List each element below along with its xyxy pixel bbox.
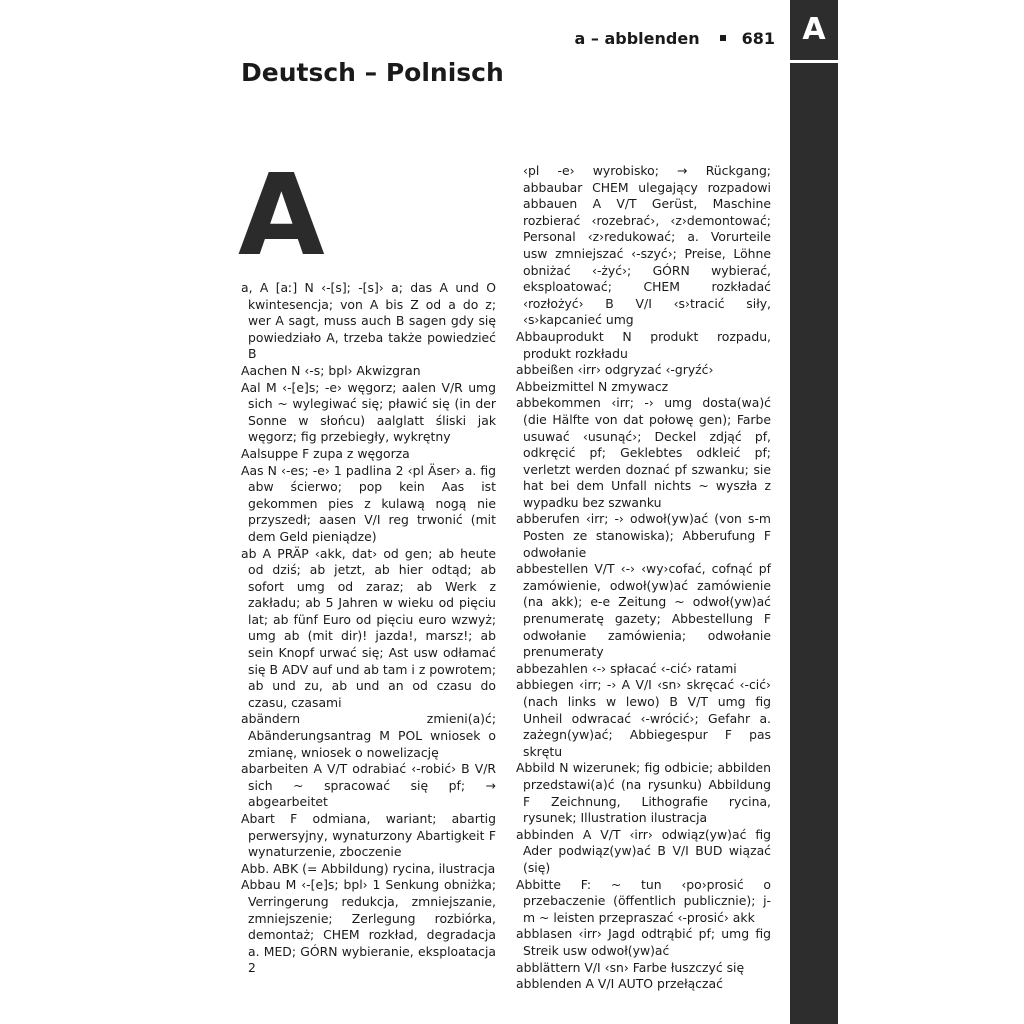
dictionary-entry: Abbau M ‹-[e]s; bpl› 1 Senkung obniżka; Verringerung redukcja, zmniejszanie, zmniejszenie; Zerlegung rozbiórka, demontaż; CHEM rozkład, degradacja a. MED; GÓRN wybieranie, eksploatacja 2 (241, 877, 496, 976)
dictionary-entry: a, A [aː] N ‹-[s]; -[s]› a; das A und O kwintesencja; von A bis Z od a do z; wer A sagt, muss auch B sagen gdy się powiedziało A, trzeba także powiedzieć B (241, 280, 496, 362)
dictionary-entry: ab A PRÄP ‹akk, dat› od gen; ab heute od dziś; ab jetzt, ab hier odtąd; ab sofort umg od zaraz; ab Werk z zakładu; ab 5 Jahren w wieku od pięciu lat; ab fünf Euro od pięciu euro wzwyż; umg ab (mit dir)! jazda!, marsz!; ab sein Knopf urwać się; Ast usw odłamać się B ADV auf und ab tam i z powrotem; ab und zu, ab und an od czasu do czasu, czasami (241, 545, 496, 710)
dictionary-entry: abändern zmieni(a)ć; Abänderungsantrag M POL wniosek o zmianę, wniosek o nowelizację (241, 711, 496, 760)
thumb-index-tab (790, 0, 838, 1024)
page-number: 681 (741, 28, 775, 48)
dictionary-entry-continued: ‹pl -e› wyrobisko; → Rückgang; abbaubar CHEM ulegający rozpadowi abbauen A V/T Gerüst, Maschine rozbierać ‹rozebrać›, ‹z›demontować; Personal ‹z›redukować; a. Vorurteile usw zmniejszać ‹-szyć›; Preise, Löhne obniżać ‹-żyć›; GÓRN wybierać, eksploatować; CHEM rozkładać ‹rozłożyć› B V/I ‹s›tracić siły, ‹s›kapcanieć umg (523, 163, 771, 328)
dictionary-entry: abbekommen ‹irr; -› umg dosta(wa)ć (die Hälfte von dat połowę gen); Farbe usuwać ‹usunąć›; Deckel zdjąć pf, odkręcić pf; Geklebtes odkleić pf; verletzt werden doznać pf szwanku; sie hat bei dem Unfall nichts ~ wyszła z wypadku bez szwanku (516, 395, 771, 510)
dictionary-entry: Abbild N wizerunek; fig odbicie; abbilden przedstawi(a)ć (na rysunku) Abbildung F Zeichnung, Lithografie rycina, rysunek; Illustration ilustracja (516, 760, 771, 826)
dictionary-entry: abblasen ‹irr› Jagd odtrąbić pf; umg fig Streik usw odwoł(yw)ać (516, 926, 771, 958)
page-title: Deutsch – Polnisch (241, 58, 504, 87)
header-range: a – abblenden (574, 28, 700, 48)
header-separator-square (720, 35, 726, 41)
running-header (560, 26, 775, 50)
column-right (516, 163, 771, 993)
dictionary-entry: abbezahlen ‹-› spłacać ‹-cić› ratami (516, 660, 737, 676)
dictionary-entry: Aal M ‹-[e]s; -e› węgorz; aalen V/R umg sich ~ wylegiwać się; pławić się (in der Sonne w słońcu) aalglatt śliski jak węgorz; fig przebiegły, wykrętny (241, 379, 496, 445)
dictionary-entry: abbinden A V/T ‹irr› odwiąz(yw)ać fig Ader podwiąz(yw)ać B V/I BUD wiązać (się) (516, 826, 771, 875)
dictionary-entry: abberufen ‹irr; -› odwoł(yw)ać (von s-m Posten ze stanowiska); Abberufung F odwołanie (516, 511, 771, 560)
section-letter: A (238, 151, 325, 281)
dictionary-entry: abbiegen ‹irr; -› A V/I ‹sn› skręcać ‹-cić› (nach links w lewo) B V/T umg fig Unheil odwracać ‹-wrócić›; Gefahr a. zażegn(yw)ać; Abbiegespur F pas skrętu (516, 677, 771, 759)
dictionary-entry: Aalsuppe F zupa z węgorza (241, 445, 410, 461)
dictionary-entry: Abb. ABK (= Abbildung) rycina, ilustracja (241, 860, 496, 876)
column-left (241, 280, 496, 977)
dictionary-entry: Abbeizmittel N zmywacz (516, 378, 669, 394)
thumb-index-letter: A (790, 0, 838, 63)
dictionary-entry: Abbitte F: ~ tun ‹po›prosić o przebaczenie (öffentlich publicznie); j-m ~ leisten przepraszać ‹-prosić› akk (516, 876, 771, 925)
dictionary-entry: Abbauprodukt N produkt rozpadu, produkt rozkładu (516, 328, 771, 361)
dictionary-entry: abblenden A V/I AUTO przełączać (516, 976, 723, 992)
dictionary-entry: abblättern V/I ‹sn› Farbe łuszczyć się (516, 959, 745, 975)
dictionary-entry: abbestellen V/T ‹-› ‹wy›cofać, cofnąć pf zamówienie, odwoł(yw)ać zamówienie (na akk); e-e Zeitung ~ odwoł(yw)ać prenumeratę gazety; Abbestellung F odwołanie zamówienia; odwołanie prenumeraty (516, 561, 771, 660)
dictionary-entry: abbeißen ‹irr› odgryzać ‹-gryźć› (516, 362, 714, 378)
dictionary-entry: Aas N ‹-es; -e› 1 padlina 2 ‹pl Äser› a. fig abw ścierwo; pop kein Aas ist gekommen pies z kulawą nogą nie przyszedł; aasen V/I reg trwonić (mit dem Geld pieniądze) (241, 462, 496, 544)
dictionary-entry: Aachen N ‹-s; bpl› Akwizgran (241, 362, 421, 378)
dictionary-entry: abarbeiten A V/T odrabiać ‹-robić› B V/R sich ~ spracować się pf; → abgearbeitet (241, 761, 496, 810)
dictionary-entry: Abart F odmiana, wariant; abartig perwersyjny, wynaturzony Abartigkeit F wynaturzenie, zboczenie (241, 811, 496, 860)
